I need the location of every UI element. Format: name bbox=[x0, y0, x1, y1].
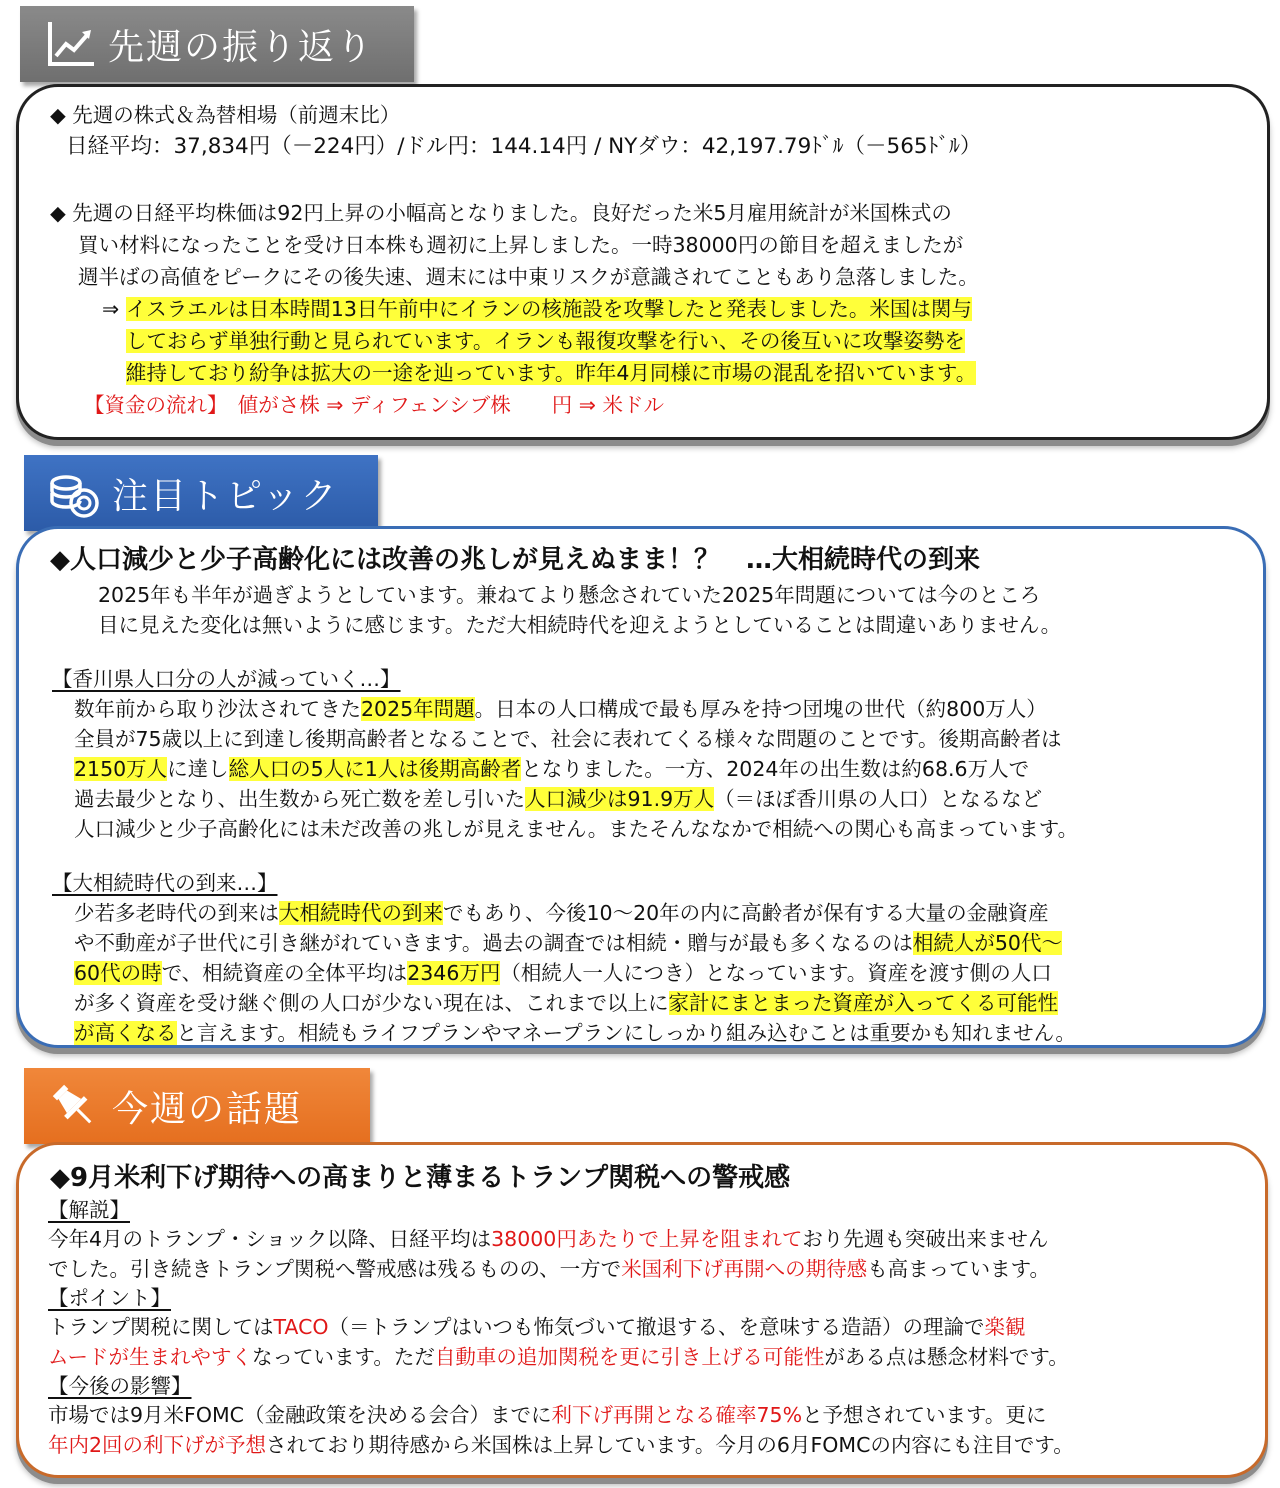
highlight: 60代の時 bbox=[74, 961, 162, 985]
highlight: 2150万人 bbox=[74, 757, 168, 781]
red-emphasis: 自動車の追加関税を更に引き上げる可能性 bbox=[434, 1345, 825, 1369]
red-emphasis: 38000円あたりで上昇を阻まれて bbox=[491, 1227, 803, 1251]
paragraph-line: 数年前から取り沙汰されてきた2025年問題。日本の人口構成で最も厚みを持つ団塊の世代（約800万人） bbox=[74, 697, 1047, 721]
summary-line: 週半ばの高値をピークにその後失速、週末には中東リスクが意識されてこともあり急落しました。 bbox=[78, 265, 979, 289]
section-header-topic bbox=[24, 455, 378, 531]
paragraph-line: 過去最少となり、出生数から死亡数を差し引いた人口減少は91.9万人（＝ほぼ香川県の人口）となるなど bbox=[74, 787, 1043, 811]
red-emphasis: 年内2回の利下げが予想 bbox=[48, 1433, 267, 1457]
market-figures: 日経平均：37,834円（－224円）/ドル円：144.14円 / NYダウ：42,197.79ﾄﾞﾙ（－565ﾄﾞﾙ） bbox=[66, 134, 982, 159]
highlight-line: イスラエルは日本時間13日午前中にイランの核施設を攻撃したと発表しました。米国は関与 bbox=[126, 297, 972, 321]
paragraph-line: が高くなると言えます。相続もライフプランやマネープランにしっかり組み込むことは重要かも知れません。 bbox=[74, 1021, 1076, 1045]
highlight-line: しておらず単独行動と見られています。イランも報復攻撃を行い、その後互いに攻撃姿勢を bbox=[126, 329, 965, 353]
paragraph-line: でした。引き続きトランプ関税へ警戒感は残るものの、一方で米国利下げ再開への期待感も高まっています。 bbox=[48, 1257, 1051, 1281]
red-emphasis: 米国利下げ再開への期待感 bbox=[621, 1257, 868, 1281]
red-emphasis: 利下げ再開となる確率75% bbox=[551, 1403, 803, 1427]
intro-line: 目に見えた変化は無いように感じます。ただ大相続時代を迎えようとしていることは間違いありません。 bbox=[98, 613, 1062, 637]
section-title: 先週の振り返り bbox=[108, 26, 375, 68]
red-emphasis: 楽観 bbox=[984, 1315, 1026, 1339]
highlight: 家計にまとまった資産が入ってくる可能性 bbox=[668, 991, 1058, 1015]
summary-line: 買い材料になったことを受け日本株も週初に上昇しました。一時38000円の節目を超えましたが bbox=[78, 233, 964, 257]
label-point: 【ポイント】 bbox=[48, 1286, 171, 1310]
this-week-heading: ◆9月米利下げ期待への高まりと薄まるトランプ関税への警戒感 bbox=[50, 1163, 791, 1193]
section-header-this-week bbox=[24, 1068, 370, 1144]
paragraph-line: 少若多老時代の到来は大相続時代の到来でもあり、今後10～20年の内に高齢者が保有する大量の金融資産 bbox=[74, 901, 1049, 925]
paragraph-line: ムードが生まれやすくなっています。ただ自動車の追加関税を更に引き上げる可能性がある点は懸念材料です。 bbox=[48, 1345, 1069, 1369]
paragraph-line: が多く資産を受け継ぐ側の人口が少ない現在は、これまで以上に家計にまとまった資産が入ってくる可能性 bbox=[74, 991, 1058, 1015]
fund-flow: 【資金の流れ】 値がさ株 ⇒ ディフェンシブ株 円 ⇒ 米ドル bbox=[84, 393, 664, 417]
label-impact: 【今後の影響】 bbox=[48, 1374, 192, 1398]
highlight: 相続人が50代～ bbox=[912, 931, 1062, 955]
highlight: 総人口の5人に1人は後期高齢者 bbox=[228, 757, 522, 781]
subheading-kagawa: 【香川県人口分の人が減っていく…】 bbox=[52, 667, 401, 691]
pushpin-icon bbox=[46, 1078, 102, 1134]
highlight: 2025年問題 bbox=[361, 697, 475, 721]
topic-heading: ◆人口減少と少子高齢化には改善の兆しが見えぬまま！？ …大相続時代の到来 bbox=[50, 545, 980, 575]
highlight: 人口減少は91.9万人 bbox=[525, 787, 715, 811]
paragraph-line: 2150万人に達し総人口の5人に1人は後期高齢者となりました。一方、2024年の出生数は約68.6万人で bbox=[74, 757, 1030, 781]
paragraph-line: や不動産が子世代に引き継がれていきます。過去の調査では相続・贈与が最も多くなるのは相続人が50代～ bbox=[74, 931, 1062, 955]
line-chart-icon bbox=[42, 16, 98, 72]
summary-line: ◆ 先週の日経平均株価は92円上昇の小幅高となりました。良好だった米5月雇用統計が米国株式の bbox=[50, 201, 952, 225]
subheading-inheritance: 【大相続時代の到来…】 bbox=[52, 871, 278, 895]
paragraph-line: 市場では9月米FOMC（金融政策を決める会合）までに利下げ再開となる確率75%と予想されています。更に bbox=[48, 1403, 1047, 1427]
red-emphasis: TACO bbox=[273, 1315, 329, 1339]
label-explanation: 【解説】 bbox=[48, 1198, 130, 1222]
highlight-line: 維持しており紛争は拡大の一途を辿っています。昨年4月同様に市場の混乱を招いています。 bbox=[126, 361, 977, 385]
paragraph-line: トランプ関税に関してはTACO（＝トランプはいつも怖気づいて撤退する、を意味する造語）の理論で楽観 bbox=[48, 1315, 1026, 1339]
red-emphasis: ムードが生まれやすく bbox=[48, 1345, 252, 1369]
paragraph-line: 年内2回の利下げが予想されており期待感から米国株は上昇しています。今月の6月FOMCの内容にも注目です。 bbox=[48, 1433, 1074, 1457]
highlight: が高くなる bbox=[74, 1021, 177, 1045]
arrow-mark: ⇒ bbox=[102, 297, 120, 321]
paragraph-line: 人口減少と少子高齢化には未だ改善の兆しが見えません。またそんななかで相続への関心も高まっています。 bbox=[74, 817, 1079, 841]
section-title: 今週の話題 bbox=[112, 1088, 303, 1130]
paragraph-line: 今年4月のトランプ・ショック以降、日経平均は38000円あたりで上昇を阻まれており先週も突破出来ません bbox=[48, 1227, 1049, 1251]
coins-icon bbox=[46, 465, 102, 521]
section-title: 注目トピック bbox=[112, 475, 339, 517]
market-heading: ◆ 先週の株式＆為替相場（前週末比） bbox=[50, 103, 401, 127]
paragraph-line: 全員が75歳以上に到達し後期高齢者となることで、社会に表れてくる様々な問題のことです。後期高齢者は bbox=[74, 727, 1062, 751]
section-header-last-week bbox=[20, 6, 414, 82]
paragraph-line: 60代の時で、相続資産の全体平均は2346万円（相続人一人につき）となっています。資産を渡す側の人口 bbox=[74, 961, 1052, 985]
highlight: 2346万円 bbox=[407, 961, 501, 985]
intro-line: 2025年も半年が過ぎようとしています。兼ねてより懸念されていた2025年問題については今のところ bbox=[98, 583, 1041, 607]
highlight: 大相続時代の到来 bbox=[279, 901, 443, 925]
